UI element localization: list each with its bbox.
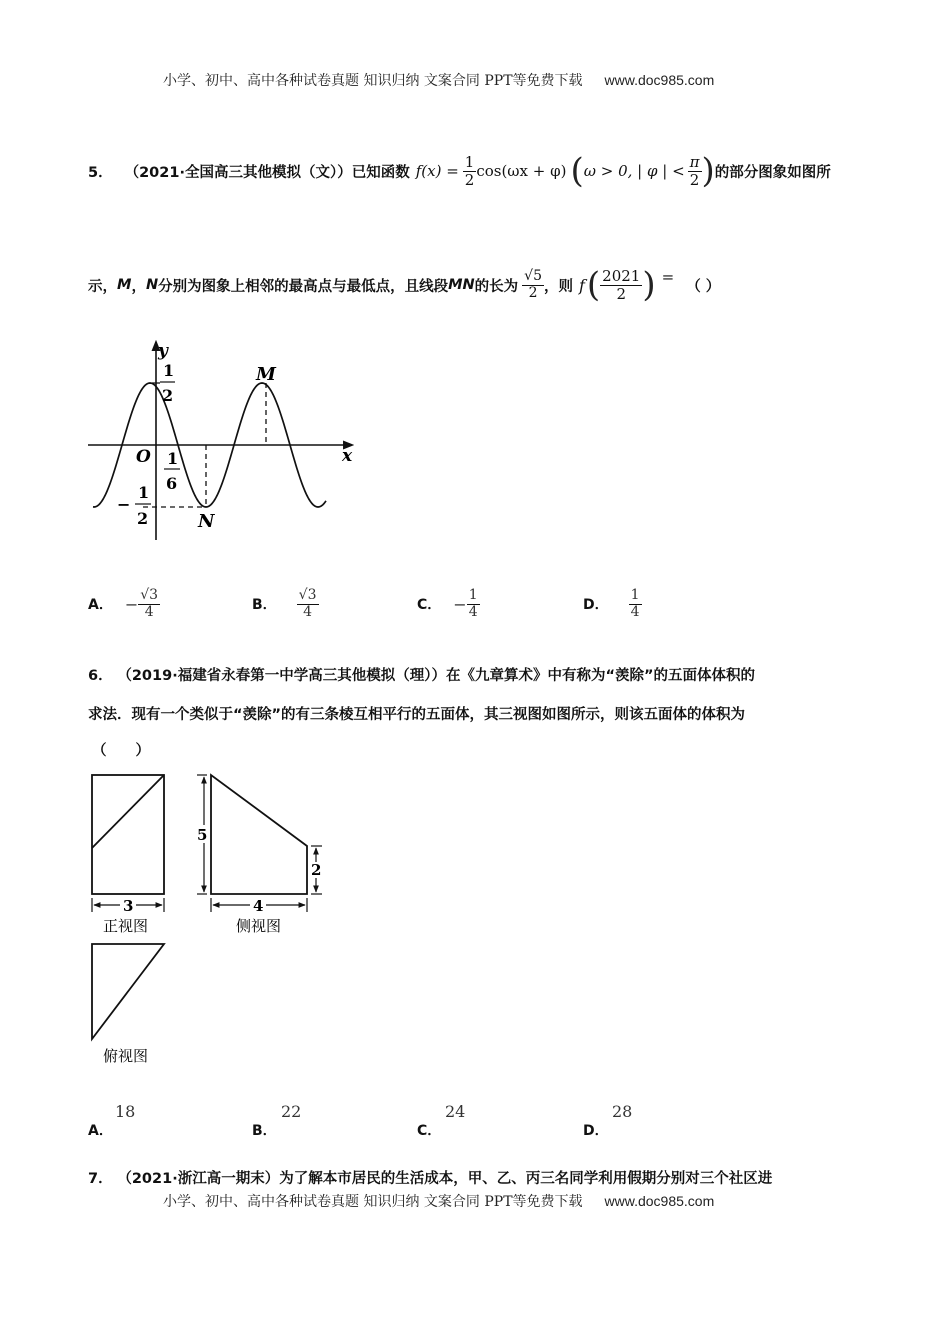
q5-cond-fraction: $\frac{\pi}{2}$	[689, 153, 700, 189]
x-axis-label: x	[342, 446, 353, 466]
tick-sixth-den: 6	[166, 474, 178, 493]
tick-neg-sign: −	[117, 495, 131, 514]
q5-func-lhs: f(x) =	[415, 162, 459, 180]
q5-source: （2021·全国高三其他模拟（文））	[124, 164, 352, 181]
top-view-label: 俯视图	[103, 1047, 149, 1065]
tick-half-den: 2	[162, 386, 174, 405]
q5-tail1: 的部分图象如图所	[714, 164, 831, 181]
front-view-label: 正视图	[103, 917, 149, 935]
q5-func-body: cos(ωx + φ)	[476, 162, 567, 180]
q5-equals: =	[661, 268, 675, 286]
front-view	[92, 775, 164, 915]
q5-length-fraction: $\frac{√5}{2}$	[524, 268, 542, 301]
q6-number: 6．	[88, 668, 113, 684]
q6-line3: （ ）	[92, 743, 150, 759]
page-header	[163, 70, 714, 90]
tick-neg-half-num: 1	[138, 483, 150, 502]
point-n-label: N	[198, 511, 215, 532]
top-view	[92, 944, 164, 1039]
dim-3: 3	[123, 897, 134, 915]
q5-option-a[interactable]: A． − $\frac{√3}{4}$	[88, 587, 159, 620]
q5-condition: ω > 0, | φ | <	[583, 162, 685, 180]
q5-arg-fraction: $\frac{2021}{2}$	[602, 267, 641, 303]
q5-options	[88, 580, 648, 630]
header-site-link[interactable]: www.doc985.com	[604, 72, 715, 88]
footer-site-link[interactable]: www.doc985.com	[604, 1193, 715, 1209]
tick-half-num: 1	[163, 361, 175, 380]
dim-5: 5	[197, 826, 208, 844]
q6-three-views	[80, 765, 330, 1070]
q5-option-d[interactable]: D． $\frac{1}{4}$	[583, 587, 640, 620]
q5-line1: 5． （2021·全国高三其他模拟（文）） 已知函数 f(x) = $\frac{1}{2}$ cos(ωx + φ) ( ω > 0, | φ | < $\frac{\pi}{2}$ ) 的部分图象如图所	[88, 151, 831, 191]
dim-4: 4	[253, 897, 264, 915]
origin-label: O	[136, 447, 151, 467]
footer-text: 小学、初中、高中各种试卷真题 知识归纳 文案合同 PPT等免费下载	[163, 1194, 583, 1210]
q5-graph	[80, 335, 370, 550]
side-view	[197, 775, 322, 915]
q5-number: 5．	[88, 164, 113, 181]
header-text: 小学、初中、高中各种试卷真题 知识归纳 文案合同 PPT等免费下载	[163, 73, 583, 89]
dim-2: 2	[311, 861, 322, 879]
q5-blank: （ ）	[686, 278, 721, 295]
q5-segment-mn: MN	[448, 277, 475, 293]
q5-lead: 已知函数	[351, 164, 410, 181]
q5-option-b[interactable]: B． $\frac{√3}{4}$	[252, 587, 317, 620]
q6-line2: 求法．现有一个类似于“羡除”的有三条棱互相平行的五面体，其三视图如图所示，则该五面体的体积为	[88, 707, 746, 723]
point-m-label: M	[256, 364, 276, 385]
q5-point-m: M	[117, 277, 132, 293]
q5-option-c[interactable]: C． − $\frac{1}{4}$	[417, 587, 478, 620]
y-axis-label: y	[158, 341, 168, 361]
q6-source: （2019·福建省永春第一中学高三其他模拟（理））	[124, 668, 446, 684]
tick-neg-half-den: 2	[137, 509, 149, 528]
q6-options: A． 18 B． 22 C． 24 D． 28	[88, 1102, 633, 1139]
q7-number: 7．	[88, 1171, 113, 1187]
q5-point-n: N	[145, 277, 159, 293]
q7-line1: 7． （2021·浙江高一期末）为了解本市居民的生活成本，甲、乙、丙三名同学利用假期分别对三个社区进	[88, 1171, 773, 1187]
q5-coef-fraction: $\frac{1}{2}$	[464, 153, 475, 189]
q5-line2: 示， M ， N 分别为图象上相邻的最高点与最低点，且线段 MN 的长为 $\frac{√5}{2}$ ，则 f ( $\frac{2021}{2}$ ) = （ ）	[88, 265, 721, 305]
q7-source: （2021·浙江高一期末）	[124, 1171, 280, 1187]
tick-sixth-num: 1	[167, 449, 179, 468]
q5-f-label: f	[578, 275, 585, 295]
q6-line1: 6． （2019·福建省永春第一中学高三其他模拟（理））在《九章算术》中有称为“羡除”的五面体体积的	[88, 668, 756, 684]
page-footer	[163, 1191, 714, 1211]
side-view-label: 侧视图	[236, 917, 282, 935]
